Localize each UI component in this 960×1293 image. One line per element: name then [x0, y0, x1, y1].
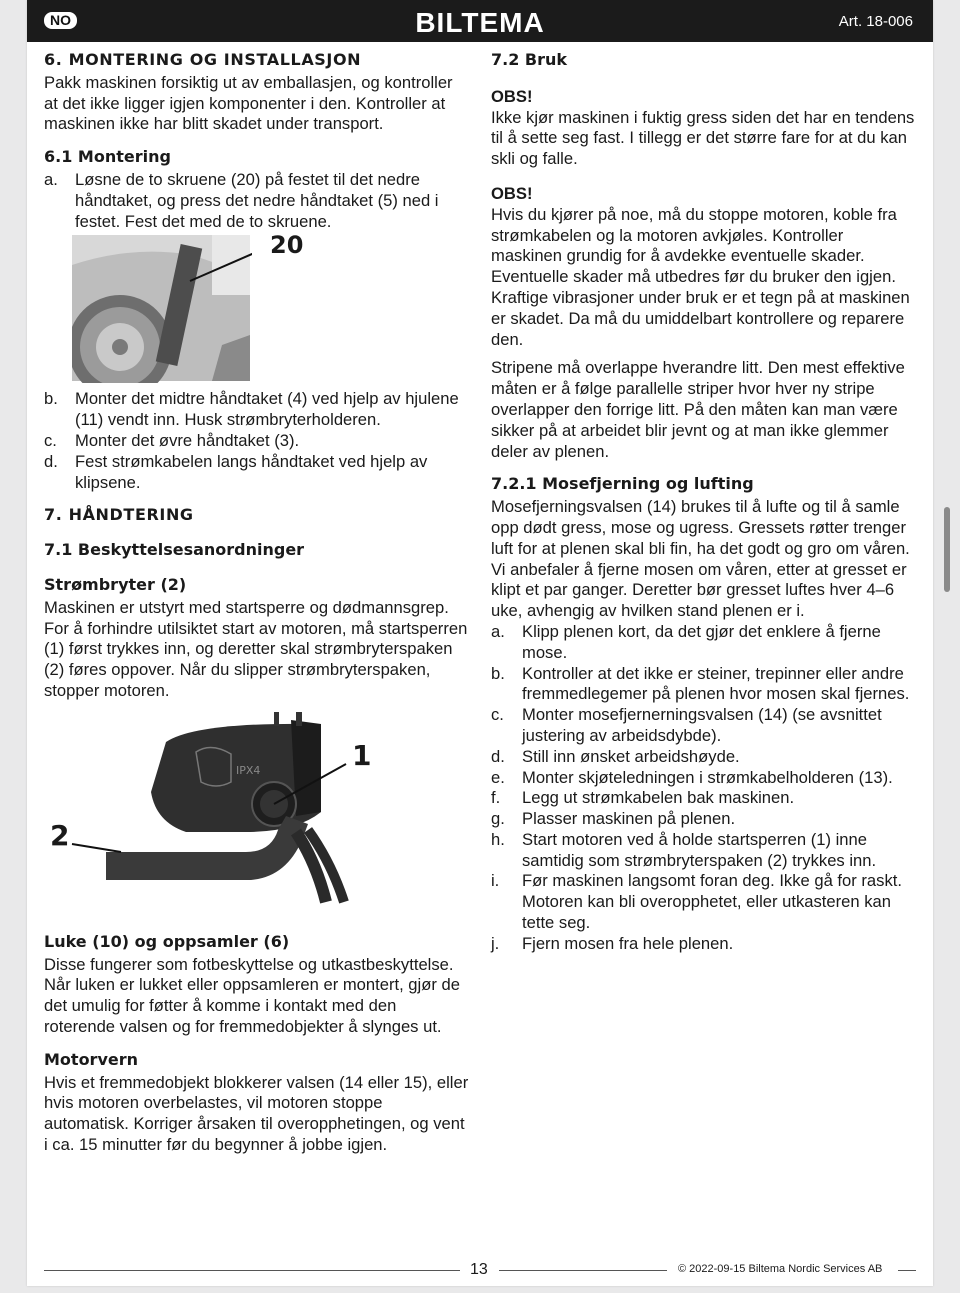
motor-protection-heading: Motorvern	[44, 1049, 139, 1069]
hatch-collector-text: Disse fungerer som fotbeskyttelse og utkastbeskyttelse. Når luken er lukket eller oppsamleren er montert, gjør de det umulig for føtter å komme i kontakt med den roterende valsen og for fremmedobjekter å slynges ut.	[44, 954, 460, 1036]
section-6-heading: 6. MONTERING OG INSTALLASJON	[44, 50, 362, 69]
assembly-steps-continued	[44, 389, 469, 493]
footer-rule	[898, 1270, 916, 1271]
section-7-heading: 7. HÅNDTERING	[44, 505, 194, 525]
list-text: Monter skjøteledningen i strømkabelholderen (13).	[522, 767, 893, 787]
stripes-text: Stripene må overlappe hverandre litt. Den mest effektive måten er å følge parallelle striper hvor hver ny stripe overlapper den forrige litt. På den måten kan man være sikker på at arbeidet blir jevnt og at man ikke glemmer deler av plenen.	[491, 358, 905, 461]
section-7-2-heading: 7.2 Bruk	[491, 50, 568, 69]
list-item	[491, 664, 916, 706]
list-marker: e.	[491, 767, 505, 787]
power-switch-illustration	[46, 712, 386, 912]
list-text: Fest strømkabelen langs håndtaket ved hjelp av klipsene.	[75, 451, 428, 492]
list-marker: a.	[44, 169, 58, 189]
list-marker: j.	[491, 933, 500, 953]
list-item	[491, 809, 916, 830]
list-text: Monter det midtre håndtaket (4) ved hjelp av hjulene (11) vendt inn. Husk strømbryterholderen.	[75, 389, 459, 430]
list-item	[44, 431, 469, 452]
handle-screw-figure	[72, 231, 304, 383]
footer-rule	[499, 1270, 667, 1271]
language-badge: NO	[44, 12, 77, 29]
note-2-text: Hvis du kjører på noe, må du stoppe motoren, koble fra strømkabelen og la motoren avkjøles. Kontroller maskinen grundig for å avdekke eventuelle skader. Eventuelle skader må utbedres før du bruker den igjen.	[491, 204, 897, 287]
list-item	[491, 768, 916, 789]
list-marker: f.	[491, 788, 501, 808]
list-text: Still inn ønsket arbeidshøyde.	[522, 746, 740, 766]
list-marker: c.	[491, 705, 504, 725]
list-text: Klipp plenen kort, da det gjør det enklere å fjerne mose.	[522, 621, 881, 662]
power-switch-heading: Strømbryter (2)	[44, 574, 187, 594]
list-item	[44, 389, 469, 431]
figure-label-20: 20	[270, 231, 304, 260]
section-6-1-heading: 6.1 Montering	[44, 147, 171, 167]
list-marker: c.	[44, 430, 57, 450]
note-label: OBS!	[491, 183, 533, 203]
list-item	[44, 452, 469, 494]
handle-screw-illustration	[72, 235, 252, 383]
list-marker: h.	[491, 829, 505, 849]
list-item	[491, 788, 916, 809]
list-text: Plasser maskinen på plenen.	[522, 809, 736, 829]
copyright-notice: © 2022-09-15 Biltema Nordic Services AB	[678, 1263, 883, 1275]
figure-label-2: 2	[50, 818, 70, 852]
ipx-marking: IPX4	[236, 763, 261, 777]
list-item	[491, 622, 916, 664]
moss-removal-text: Mosefjerningsvalsen (14) brukes til å lufte og til å samle opp dødt gress, mose og ugress. Gressets røtter trenger luft for at plenen skal bli fin, ha det godt og gro om våren. Vi anbefaler å fjerne mosen om våren, etter at gresset er klipt et par ganger. Deretter bør gresset luftes hver 4–6 uke, avhengig av hvilken stand plenen er i.	[491, 497, 910, 621]
list-item	[491, 871, 916, 933]
list-text: Start motoren ved å holde startsperren (1) inne samtidig som strømbryterspaken (2) trykkes inn.	[522, 829, 877, 870]
list-marker: g.	[491, 809, 505, 829]
hatch-collector-heading: Luke (10) og oppsamler (6)	[44, 931, 290, 951]
article-number: Art. 18-006	[838, 13, 913, 30]
scrollbar-thumb[interactable]	[944, 507, 950, 592]
power-switch-figure	[46, 712, 386, 912]
note-1-text: Ikke kjør maskinen i fuktig gress siden det har en tendens til å sette seg fast. I tillegg er det større fare for at du kan skli og falle.	[491, 107, 915, 169]
left-column	[44, 50, 469, 1156]
figure-label-1: 1	[352, 738, 372, 772]
page-footer	[44, 1262, 916, 1278]
list-item	[491, 830, 916, 872]
section-7-1-heading: 7.1 Beskyttelsesanordninger	[44, 540, 305, 560]
list-marker: i.	[491, 871, 500, 891]
list-text: Fjern mosen fra hele plenen.	[522, 933, 734, 953]
moss-removal-steps	[491, 622, 916, 955]
list-item	[491, 705, 916, 747]
assembly-steps	[44, 170, 469, 232]
page-number: 13	[470, 1261, 488, 1278]
list-marker: d.	[44, 451, 58, 471]
list-marker: d.	[491, 746, 505, 766]
list-marker: b.	[491, 663, 505, 683]
vibration-text: Kraftige vibrasjoner under bruk er et tegn på at maskinen er skadet. Da må du umiddelbart kontrollere og reparere den.	[491, 287, 910, 349]
motor-protection-text: Hvis et fremmedobjekt blokkerer valsen (14 eller 15), eller hvis motoren overbelastes, vil motoren stoppe automatisk. Korriger årsaken til overopphetingen, og vent i ca. 15 minutter før du begynner å jobbe igjen.	[44, 1072, 469, 1154]
list-item	[44, 170, 469, 232]
footer-rule	[44, 1270, 460, 1271]
list-text: Legg ut strømkabelen bak maskinen.	[522, 788, 795, 808]
right-column	[491, 50, 916, 955]
note-label: OBS!	[491, 86, 533, 106]
power-switch-text: Maskinen er utstyrt med startsperre og dødmannsgrep. For å forhindre utilsiktet start av motoren, må startsperren (1) først trykkes inn, og deretter skal strømbryterspaken (2) føres oppover. Når du slipper strømbryterspaken, stopper motoren.	[44, 597, 468, 700]
list-text: Løsne de to skruene (20) på festet til det nedre håndtaket, og press det nedre håndtaket (5) ned i festet. Fest det med de to skruene.	[75, 169, 439, 231]
list-marker: a.	[491, 621, 505, 641]
section-7-2-1-heading: 7.2.1 Mosefjerning og lufting	[491, 474, 754, 494]
list-text: Kontroller at det ikke er steiner, trepinner eller andre fremmedlegemer på plenen hvor mosen skal fjernes.	[522, 663, 910, 704]
list-marker: b.	[44, 389, 58, 409]
list-item	[491, 747, 916, 768]
list-item	[491, 934, 916, 955]
list-text: Monter det øvre håndtaket (3).	[75, 430, 300, 450]
section-6-text: Pakk maskinen forsiktig ut av emballasjen, og kontroller at det ikke ligger igjen komponenter i den. Kontroller at maskinen ikke har blitt skadet under transport.	[44, 72, 453, 134]
page-header	[27, 0, 933, 42]
brand-logo: BILTEMA	[415, 7, 545, 38]
list-text: Monter mosefjernerningsvalsen (14) (se avsnittet justering av arbeidsdybde).	[522, 705, 882, 745]
list-text: Før maskinen langsomt foran deg. Ikke gå for raskt. Motoren kan bli overopphetet, eller utkasteren kan tette seg.	[522, 871, 902, 933]
manual-page	[27, 0, 933, 1286]
